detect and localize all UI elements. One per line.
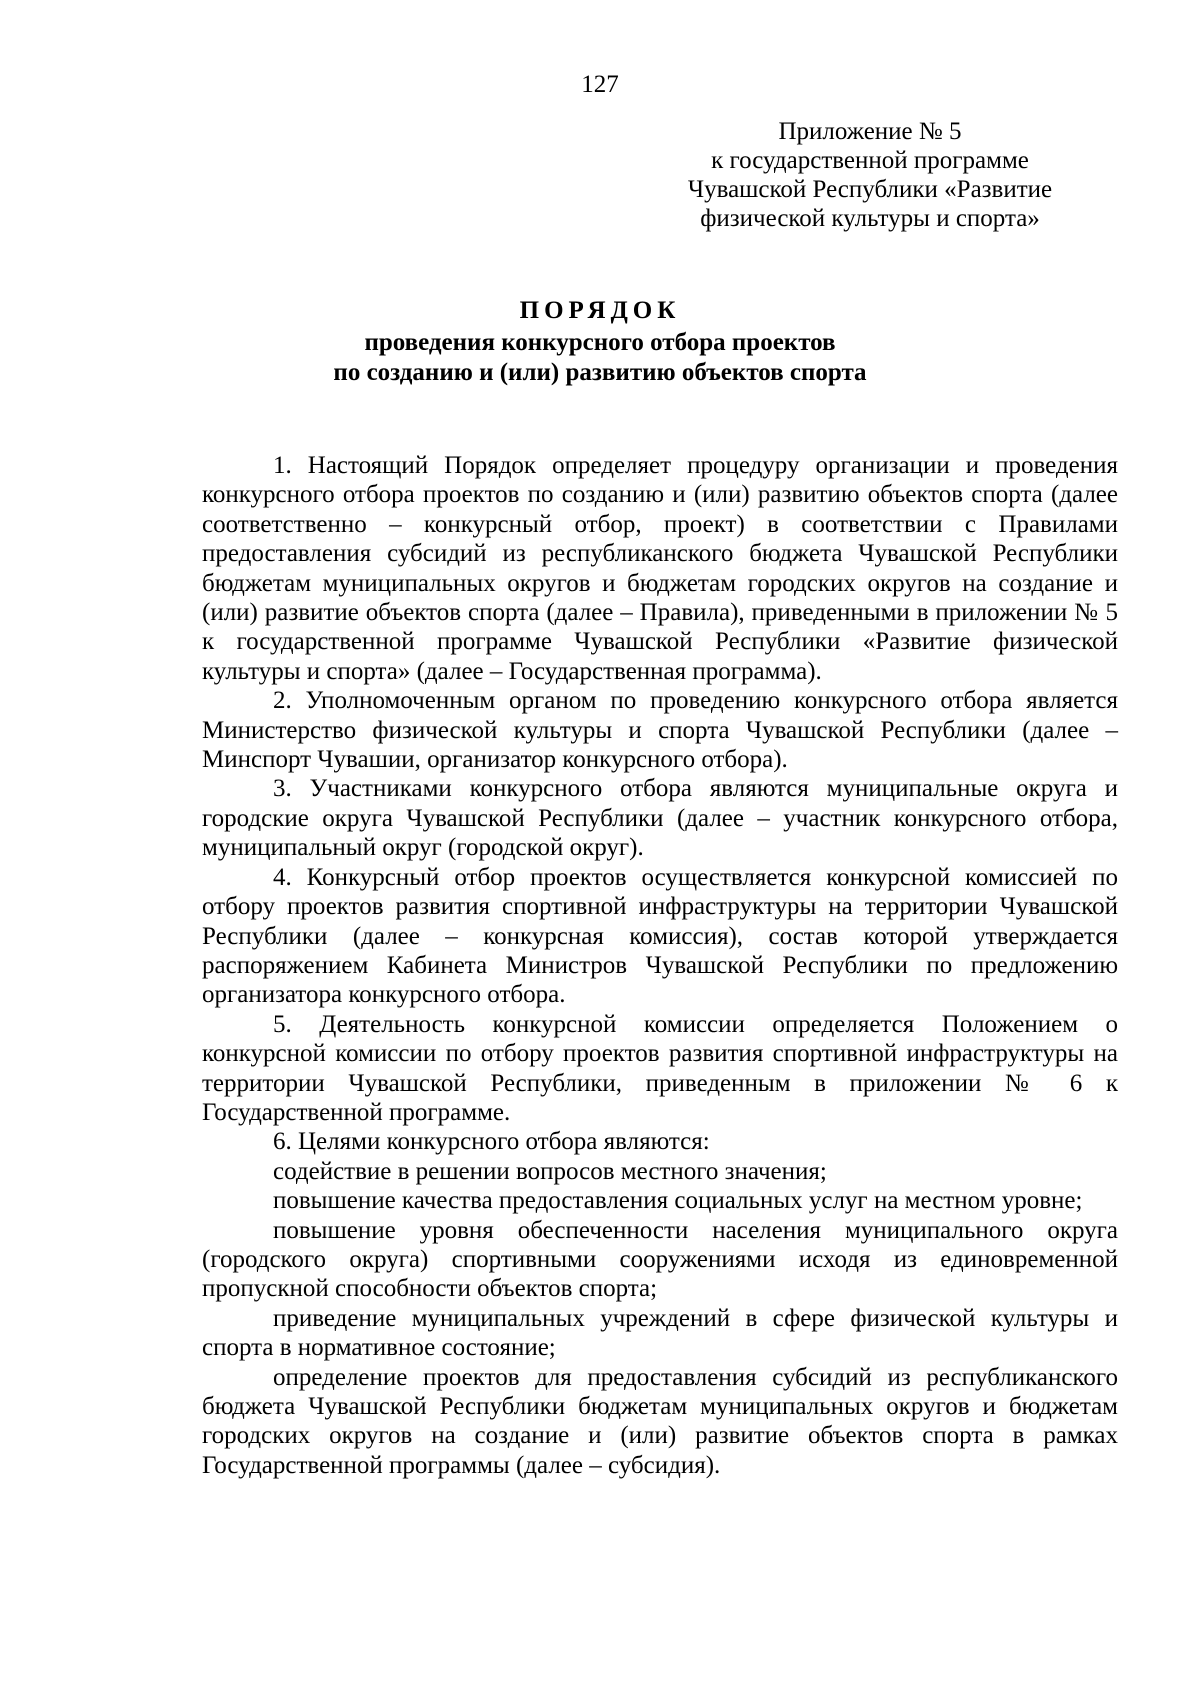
paragraph: 6. Целями конкурсного отбора являются: xyxy=(273,1128,710,1156)
document-body xyxy=(202,451,1118,1480)
document-title xyxy=(0,296,1200,388)
title-subtitle-line: по созданию и (или) развитию объектов спорта xyxy=(333,359,867,386)
paragraph: 2. Уполномоченным органом по проведению конкурсного отбора является Министерство физической культуры и спорта Чувашской Республики (далее – Минспорт Чувашии, организатор конкурсного отбора). xyxy=(202,687,1118,774)
list-item: определение проектов для предоставления субсидий из республиканского бюджета Чувашской Республики бюджетам муниципальных округов и бюджетам городских округов на создание и (или) развитие объектов спорта в рамках Государственной программы (далее – субсидия). xyxy=(202,1363,1118,1479)
list-item: повышение качества предоставления социальных услуг на местном уровне; xyxy=(273,1187,1083,1215)
appendix-line: физической культуры и спорта» xyxy=(700,205,1040,232)
appendix-line: к государственной программе xyxy=(711,147,1029,174)
paragraph: 3. Участниками конкурсного отбора являются муниципальные округа и городские округа Чувашской Республики (далее – участник конкурсного отбора, муниципальный округ (городской округ). xyxy=(202,775,1118,862)
appendix-header xyxy=(660,117,1080,233)
appendix-line: Чувашской Республики «Развитие xyxy=(687,176,1053,203)
paragraph: 4. Конкурсный отбор проектов осуществляется конкурсной комиссией по отбору проектов развития спортивной инфраструктуры на территории Чувашской Республики (далее – конкурсная комиссия), состав которой утверждается распоряжением Кабинета Министров Чувашской Республики по предложению организатора конкурсного отбора. xyxy=(202,863,1118,1009)
title-main: ПОРЯДОК xyxy=(519,297,681,324)
title-subtitle-line: проведения конкурсного отбора проектов xyxy=(364,329,836,356)
appendix-line: Приложение № 5 xyxy=(778,118,962,145)
page-number: 127 xyxy=(581,71,619,98)
list-item: приведение муниципальных учреждений в сфере физической культуры и спорта в нормативное состояние; xyxy=(202,1304,1118,1362)
list-item: содействие в решении вопросов местного значения; xyxy=(273,1157,827,1185)
paragraph: 1. Настоящий Порядок определяет процедуру организации и проведения конкурсного отбора проектов по созданию и (или) развитию объектов спорта (далее соответственно – конкурсный отбор, проект) в соответствии с Правилами предоставления субсидий из республиканского бюджета Чувашской Республики бюджетам муниципальных округов и бюджетам городских округов на создание и (или) развитие объектов спорта (далее – Правила), приведенными в приложении № 5 к государственной программе Чувашской Республики «Развитие физической культуры и спорта» (далее – Государственная программа). xyxy=(202,452,1118,685)
list-item: повышение уровня обеспеченности населения муниципального округа (городского округа) спортивными сооружениями исходя из единовременной пропускной способности объектов спорта; xyxy=(202,1216,1118,1303)
paragraph: 5. Деятельность конкурсной комиссии определяется Положением о конкурсной комиссии по отбору проектов развития спортивной инфраструктуры на территории Чувашской Республики, приведенным в приложении № 6 к Государственной программе. xyxy=(202,1010,1118,1126)
